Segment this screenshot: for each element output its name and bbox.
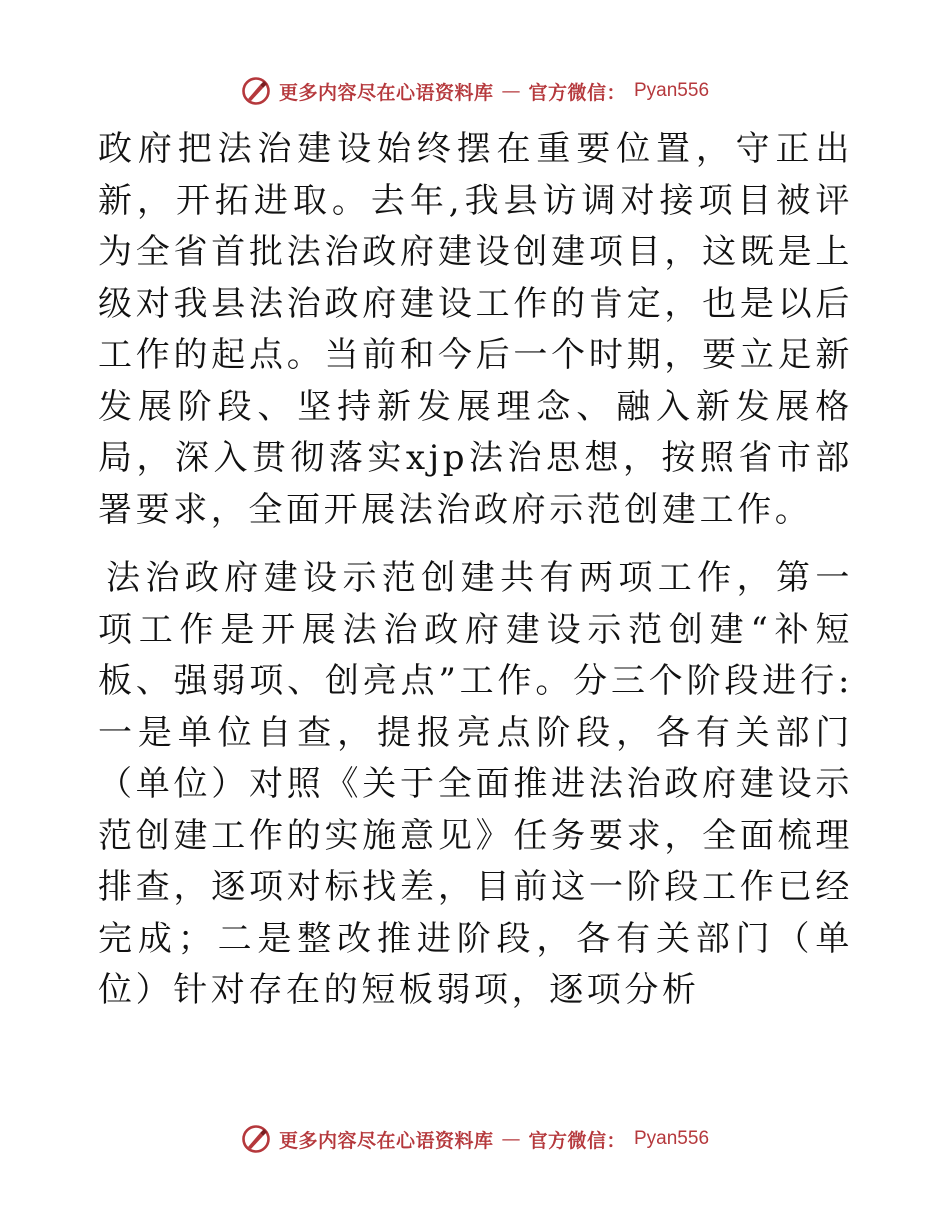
body-paragraph: 法治政府建设示范创建共有两项工作，第一项工作是开展法治政府建设示范创建“补短板、强弱项、创亮点”工作。分三个阶段进行:一是单位自查，提报亮点阶段，各有关部门（单位）对照《关于全面推进法治政府建设示范创建工作的实施意见》任务要求，全面梳理排查，逐项对标找差，目前这一阶段工作已经完成；二是整改推进阶段，各有关部门（单位）针对存在的短板弱项，逐项分析: [98, 558, 853, 1010]
header-watermark-banner: [0, 71, 950, 111]
watermark-text: 更多内容尽在心语资料库: [278, 1129, 494, 1152]
wechat-id: Pyan556: [634, 80, 710, 101]
pen-logo-icon: [241, 1124, 271, 1154]
pen-logo-icon: [241, 76, 271, 106]
watermark-separator: —: [501, 1128, 521, 1150]
wechat-label: 官方微信：: [528, 1129, 626, 1152]
body-paragraph: 政府把法治建设始终摆在重要位置，守正出新，开拓进取。去年,我县访调对接项目被评为全省首批法治政府建设创建项目，这既是上级对我县法治政府建设工作的肯定，也是以后工作的起点。当前和今后一个时期，要立足新发展阶段、坚持新发展理念、融入新发展格局，深入贯彻落实xjp法治思想，按照省市部署要求，全面开展法治政府示范创建工作。: [98, 129, 853, 530]
watermark-text: 更多内容尽在心语资料库: [278, 81, 494, 104]
footer-watermark-banner: [0, 1119, 950, 1159]
document-body: [98, 124, 853, 1017]
wechat-label: 官方微信：: [528, 81, 626, 104]
watermark-separator: —: [501, 80, 521, 102]
wechat-id: Pyan556: [634, 1128, 710, 1149]
